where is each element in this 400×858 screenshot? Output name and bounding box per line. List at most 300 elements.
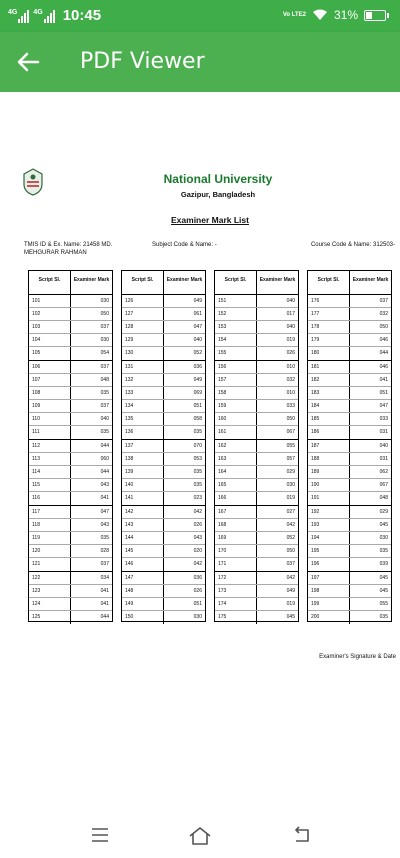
examiner-mark: 055 bbox=[379, 601, 388, 607]
examiner-mark: 040 bbox=[286, 324, 295, 330]
table-row bbox=[29, 334, 112, 347]
examiner-mark: 041 bbox=[379, 377, 388, 383]
script-number: 175 bbox=[215, 611, 257, 624]
script-number: 188 bbox=[308, 453, 350, 465]
examiner-mark: 037 bbox=[100, 403, 109, 409]
arrow-left-icon[interactable] bbox=[14, 48, 42, 76]
examiner-mark: 043 bbox=[100, 482, 109, 488]
examiner-mark: 047 bbox=[100, 509, 109, 515]
script-number: 167 bbox=[215, 506, 257, 518]
row-group bbox=[308, 440, 391, 506]
back-icon[interactable] bbox=[290, 824, 314, 846]
table-row bbox=[308, 413, 391, 426]
table-row bbox=[29, 585, 112, 598]
examiner-mark: 019 bbox=[286, 337, 295, 343]
examiner-mark: 029 bbox=[286, 469, 295, 475]
examiner-mark: 040 bbox=[100, 416, 109, 422]
examiner-mark: 070 bbox=[193, 443, 202, 449]
examiner-mark: 042 bbox=[286, 575, 295, 581]
examiner-mark: 029 bbox=[379, 509, 388, 515]
script-number: 169 bbox=[215, 532, 257, 544]
examiner-mark: 050 bbox=[286, 416, 295, 422]
table-row bbox=[122, 545, 205, 558]
table-row bbox=[122, 558, 205, 571]
column-header-mark: Examiner Mark bbox=[73, 277, 110, 283]
script-number: 198 bbox=[308, 585, 350, 597]
examiner-mark: 062 bbox=[379, 469, 388, 475]
script-number: 143 bbox=[122, 519, 164, 531]
examiner-mark: 020 bbox=[193, 548, 202, 554]
script-number: 162 bbox=[215, 440, 257, 452]
table-row bbox=[29, 572, 112, 585]
script-number: 152 bbox=[215, 308, 257, 320]
script-number: 148 bbox=[122, 585, 164, 597]
script-number: 199 bbox=[308, 598, 350, 610]
examiner-mark: 023 bbox=[193, 495, 202, 501]
table-row bbox=[215, 585, 298, 598]
script-number: 176 bbox=[308, 295, 350, 307]
mark-table bbox=[307, 270, 392, 622]
table-row bbox=[308, 466, 391, 479]
examiner-mark: 032 bbox=[286, 377, 295, 383]
examiner-mark: 030 bbox=[379, 535, 388, 541]
script-number: 153 bbox=[215, 321, 257, 333]
script-number: 156 bbox=[215, 361, 257, 373]
table-row bbox=[122, 334, 205, 347]
examiner-mark: 054 bbox=[100, 350, 109, 356]
examiner-mark: 053 bbox=[193, 456, 202, 462]
script-number: 191 bbox=[308, 492, 350, 505]
table-row bbox=[215, 598, 298, 611]
app-title: PDF Viewer bbox=[80, 49, 205, 74]
signature-label: Examiner's Signature & Date bbox=[319, 654, 396, 660]
script-number: 195 bbox=[308, 545, 350, 557]
examiner-mark: 028 bbox=[100, 548, 109, 554]
table-row bbox=[308, 400, 391, 413]
table-header bbox=[215, 271, 298, 295]
script-number: 186 bbox=[308, 426, 350, 439]
script-number: 102 bbox=[29, 308, 71, 320]
table-row bbox=[215, 519, 298, 532]
script-number: 150 bbox=[122, 611, 164, 624]
table-row bbox=[215, 453, 298, 466]
script-number: 159 bbox=[215, 400, 257, 412]
row-group bbox=[215, 506, 298, 572]
script-number: 145 bbox=[122, 545, 164, 557]
table-row bbox=[29, 558, 112, 571]
row-group bbox=[215, 440, 298, 506]
examiner-mark: 036 bbox=[193, 364, 202, 370]
table-row bbox=[215, 334, 298, 347]
examiner-mark: 047 bbox=[379, 403, 388, 409]
examiner-mark: 045 bbox=[379, 588, 388, 594]
table-row bbox=[308, 545, 391, 558]
table-row bbox=[29, 506, 112, 519]
script-number: 160 bbox=[215, 413, 257, 425]
row-group bbox=[215, 295, 298, 361]
menu-icon[interactable] bbox=[88, 824, 112, 846]
examiner-mark: 026 bbox=[193, 522, 202, 528]
university-name: National University bbox=[163, 172, 273, 186]
table-row bbox=[215, 347, 298, 360]
table-row bbox=[122, 361, 205, 374]
mark-table bbox=[214, 270, 299, 622]
script-number: 194 bbox=[308, 532, 350, 544]
table-row bbox=[308, 440, 391, 453]
table-row bbox=[215, 321, 298, 334]
script-number: 136 bbox=[122, 426, 164, 439]
table-row bbox=[308, 361, 391, 374]
table-row bbox=[308, 572, 391, 585]
table-row bbox=[215, 426, 298, 439]
table-header bbox=[29, 271, 112, 295]
script-number: 182 bbox=[308, 374, 350, 386]
table-row bbox=[29, 426, 112, 439]
script-number: 157 bbox=[215, 374, 257, 386]
table-row bbox=[29, 347, 112, 360]
examiner-mark: 044 bbox=[100, 614, 109, 620]
script-number: 192 bbox=[308, 506, 350, 518]
examiner-mark: 055 bbox=[286, 443, 295, 449]
examiner-mark: 048 bbox=[100, 377, 109, 383]
script-number: 129 bbox=[122, 334, 164, 346]
script-number: 170 bbox=[215, 545, 257, 557]
home-icon[interactable] bbox=[188, 824, 212, 846]
column-header-script: Script Sl. bbox=[122, 271, 164, 294]
script-number: 146 bbox=[122, 558, 164, 571]
examiner-mark: 045 bbox=[286, 614, 295, 620]
table-row bbox=[308, 558, 391, 571]
script-number: 172 bbox=[215, 572, 257, 584]
table-row bbox=[308, 374, 391, 387]
examiner-mark: 034 bbox=[100, 575, 109, 581]
table-row bbox=[122, 585, 205, 598]
script-number: 137 bbox=[122, 440, 164, 452]
table-row bbox=[29, 453, 112, 466]
examiner-mark: 037 bbox=[100, 324, 109, 330]
examiner-mark: 030 bbox=[193, 614, 202, 620]
table-row bbox=[308, 532, 391, 545]
script-number: 171 bbox=[215, 558, 257, 571]
script-number: 125 bbox=[29, 611, 71, 624]
script-number: 155 bbox=[215, 347, 257, 360]
script-number: 163 bbox=[215, 453, 257, 465]
examiner-mark: 045 bbox=[379, 522, 388, 528]
table-row bbox=[29, 440, 112, 453]
table-row bbox=[29, 361, 112, 374]
navigation-bar bbox=[0, 810, 400, 858]
examiner-mark: 035 bbox=[193, 469, 202, 475]
examiner-mark: 010 bbox=[286, 364, 295, 370]
examiner-mark: 050 bbox=[100, 311, 109, 317]
examiner-id-line: TMIS ID & Ex. Name: 21458 MD. bbox=[24, 242, 113, 248]
script-number: 110 bbox=[29, 413, 71, 425]
examiner-mark: 040 bbox=[193, 337, 202, 343]
script-number: 135 bbox=[122, 413, 164, 425]
table-row bbox=[215, 479, 298, 492]
examiner-mark: 027 bbox=[286, 509, 295, 515]
battery-icon bbox=[364, 10, 386, 21]
examiner-mark: 060 bbox=[100, 456, 109, 462]
row-group bbox=[122, 295, 205, 361]
examiner-mark: 069 bbox=[193, 390, 202, 396]
table-row bbox=[308, 426, 391, 439]
wifi-icon bbox=[312, 9, 328, 21]
row-group bbox=[29, 572, 112, 624]
table-row bbox=[215, 558, 298, 571]
script-number: 104 bbox=[29, 334, 71, 346]
examiner-mark: 050 bbox=[286, 548, 295, 554]
table-row bbox=[122, 611, 205, 624]
script-number: 187 bbox=[308, 440, 350, 452]
script-number: 120 bbox=[29, 545, 71, 557]
script-number: 158 bbox=[215, 387, 257, 399]
examiner-mark: 051 bbox=[193, 601, 202, 607]
examiner-mark: 047 bbox=[193, 324, 202, 330]
table-row bbox=[215, 308, 298, 321]
examiner-mark: 052 bbox=[286, 535, 295, 541]
script-number: 126 bbox=[122, 295, 164, 307]
script-number: 179 bbox=[308, 334, 350, 346]
script-number: 142 bbox=[122, 506, 164, 518]
table-row bbox=[215, 611, 298, 624]
examiner-mark: 030 bbox=[286, 482, 295, 488]
table-row bbox=[215, 400, 298, 413]
column-header-script: Script Sl. bbox=[29, 271, 71, 294]
examiner-mark: 045 bbox=[379, 575, 388, 581]
row-group bbox=[29, 506, 112, 572]
table-row bbox=[122, 479, 205, 492]
row-group bbox=[29, 440, 112, 506]
table-row bbox=[29, 400, 112, 413]
examiner-mark: 043 bbox=[100, 522, 109, 528]
column-header-mark: Examiner Mark bbox=[259, 277, 296, 283]
examiner-mark: 035 bbox=[193, 482, 202, 488]
script-number: 138 bbox=[122, 453, 164, 465]
table-row bbox=[308, 453, 391, 466]
table-row bbox=[122, 598, 205, 611]
examiner-mark: 067 bbox=[286, 429, 295, 435]
script-number: 109 bbox=[29, 400, 71, 412]
table-row bbox=[29, 413, 112, 426]
table-row bbox=[308, 334, 391, 347]
script-number: 122 bbox=[29, 572, 71, 584]
script-number: 133 bbox=[122, 387, 164, 399]
table-row bbox=[215, 374, 298, 387]
script-number: 165 bbox=[215, 479, 257, 491]
table-row bbox=[29, 295, 112, 308]
system-indicators bbox=[283, 8, 386, 22]
examiner-name-line: MEHGURAR RAHMAN bbox=[24, 250, 87, 256]
examiner-mark: 044 bbox=[100, 469, 109, 475]
examiner-mark: 057 bbox=[286, 456, 295, 462]
script-number: 107 bbox=[29, 374, 71, 386]
examiner-mark: 061 bbox=[193, 311, 202, 317]
table-row bbox=[122, 440, 205, 453]
examiner-mark: 039 bbox=[379, 561, 388, 567]
script-number: 166 bbox=[215, 492, 257, 505]
script-number: 196 bbox=[308, 558, 350, 571]
examiner-mark: 052 bbox=[193, 350, 202, 356]
script-number: 121 bbox=[29, 558, 71, 571]
table-row bbox=[29, 532, 112, 545]
table-row bbox=[215, 506, 298, 519]
signal-1-label: 4G bbox=[8, 9, 18, 16]
script-number: 111 bbox=[29, 426, 71, 439]
examiner-mark: 043 bbox=[193, 535, 202, 541]
script-number: 168 bbox=[215, 519, 257, 531]
table-row bbox=[29, 545, 112, 558]
examiner-mark: 049 bbox=[193, 298, 202, 304]
signal-icon bbox=[33, 9, 54, 23]
table-row bbox=[122, 426, 205, 439]
script-number: 154 bbox=[215, 334, 257, 346]
table-row bbox=[29, 308, 112, 321]
examiner-mark: 058 bbox=[193, 416, 202, 422]
examiner-mark: 035 bbox=[379, 614, 388, 620]
table-row bbox=[308, 295, 391, 308]
table-row bbox=[215, 572, 298, 585]
examiner-mark: 042 bbox=[193, 561, 202, 567]
signal-icon bbox=[8, 9, 29, 23]
column-header-mark: Examiner Mark bbox=[352, 277, 389, 283]
script-number: 108 bbox=[29, 387, 71, 399]
table-row bbox=[122, 308, 205, 321]
script-number: 114 bbox=[29, 466, 71, 478]
row-group bbox=[308, 361, 391, 440]
table-row bbox=[29, 321, 112, 334]
script-number: 144 bbox=[122, 532, 164, 544]
script-number: 101 bbox=[29, 295, 71, 307]
script-number: 190 bbox=[308, 479, 350, 491]
examiner-mark: 048 bbox=[379, 495, 388, 501]
examiner-mark: 030 bbox=[100, 298, 109, 304]
table-row bbox=[215, 532, 298, 545]
examiner-mark: 041 bbox=[100, 588, 109, 594]
signal-indicators bbox=[8, 8, 101, 24]
script-number: 140 bbox=[122, 479, 164, 491]
examiner-mark: 026 bbox=[286, 350, 295, 356]
examiner-mark: 044 bbox=[379, 350, 388, 356]
row-group bbox=[122, 361, 205, 440]
examiner-mark: 037 bbox=[286, 561, 295, 567]
table-row bbox=[122, 506, 205, 519]
script-number: 181 bbox=[308, 361, 350, 373]
examiner-mark: 036 bbox=[193, 575, 202, 581]
table-row bbox=[122, 532, 205, 545]
table-row bbox=[122, 572, 205, 585]
script-number: 161 bbox=[215, 426, 257, 439]
table-row bbox=[215, 295, 298, 308]
script-number: 123 bbox=[29, 585, 71, 597]
examiner-mark: 033 bbox=[379, 416, 388, 422]
script-number: 193 bbox=[308, 519, 350, 531]
examiner-mark: 041 bbox=[100, 495, 109, 501]
script-number: 116 bbox=[29, 492, 71, 505]
table-row bbox=[122, 519, 205, 532]
script-number: 128 bbox=[122, 321, 164, 333]
table-row bbox=[215, 440, 298, 453]
row-group bbox=[29, 295, 112, 361]
table-row bbox=[122, 492, 205, 505]
script-number: 164 bbox=[215, 466, 257, 478]
script-number: 173 bbox=[215, 585, 257, 597]
column-header-mark: Examiner Mark bbox=[166, 277, 203, 283]
table-row bbox=[308, 611, 391, 624]
table-row bbox=[29, 492, 112, 505]
table-row bbox=[29, 466, 112, 479]
table-row bbox=[308, 479, 391, 492]
script-number: 177 bbox=[308, 308, 350, 320]
table-row bbox=[308, 321, 391, 334]
examiner-mark: 037 bbox=[379, 298, 388, 304]
row-group bbox=[29, 361, 112, 440]
mark-table bbox=[121, 270, 206, 622]
table-row bbox=[215, 387, 298, 400]
script-number: 189 bbox=[308, 466, 350, 478]
examiner-info bbox=[24, 241, 144, 257]
university-location: Gazipur, Bangladesh bbox=[180, 190, 256, 199]
row-group bbox=[122, 506, 205, 572]
examiner-mark: 040 bbox=[379, 443, 388, 449]
row-group bbox=[215, 361, 298, 440]
table-row bbox=[122, 387, 205, 400]
script-number: 185 bbox=[308, 413, 350, 425]
table-row bbox=[308, 585, 391, 598]
examiner-mark: 035 bbox=[100, 429, 109, 435]
table-row bbox=[29, 611, 112, 624]
table-row bbox=[122, 321, 205, 334]
table-row bbox=[122, 374, 205, 387]
examiner-mark: 042 bbox=[286, 522, 295, 528]
script-number: 149 bbox=[122, 598, 164, 610]
examiner-mark: 046 bbox=[379, 337, 388, 343]
course-info: Course Code & Name: 312503- bbox=[310, 242, 395, 248]
row-group bbox=[215, 572, 298, 624]
examiner-mark: 031 bbox=[379, 456, 388, 462]
script-number: 183 bbox=[308, 387, 350, 399]
examiner-mark: 049 bbox=[193, 377, 202, 383]
script-number: 139 bbox=[122, 466, 164, 478]
table-row bbox=[308, 492, 391, 505]
script-number: 118 bbox=[29, 519, 71, 531]
status-bar bbox=[0, 0, 400, 32]
row-group bbox=[122, 440, 205, 506]
signal-2-label: 4G bbox=[33, 9, 43, 16]
table-header bbox=[308, 271, 391, 295]
examiner-mark: 010 bbox=[286, 390, 295, 396]
script-number: 184 bbox=[308, 400, 350, 412]
script-number: 134 bbox=[122, 400, 164, 412]
mark-tables bbox=[28, 270, 392, 622]
table-row bbox=[29, 598, 112, 611]
table-row bbox=[122, 453, 205, 466]
table-row bbox=[308, 598, 391, 611]
examiner-mark: 031 bbox=[379, 429, 388, 435]
examiner-mark: 037 bbox=[100, 561, 109, 567]
pdf-page[interactable] bbox=[0, 92, 400, 810]
examiner-mark: 042 bbox=[193, 509, 202, 515]
table-row bbox=[215, 466, 298, 479]
examiner-mark: 026 bbox=[193, 588, 202, 594]
script-number: 200 bbox=[308, 611, 350, 624]
battery-percent: 31% bbox=[333, 8, 358, 22]
table-row bbox=[308, 506, 391, 519]
row-group bbox=[308, 295, 391, 361]
table-row bbox=[122, 347, 205, 360]
examiner-mark: 019 bbox=[286, 601, 295, 607]
table-row bbox=[29, 387, 112, 400]
